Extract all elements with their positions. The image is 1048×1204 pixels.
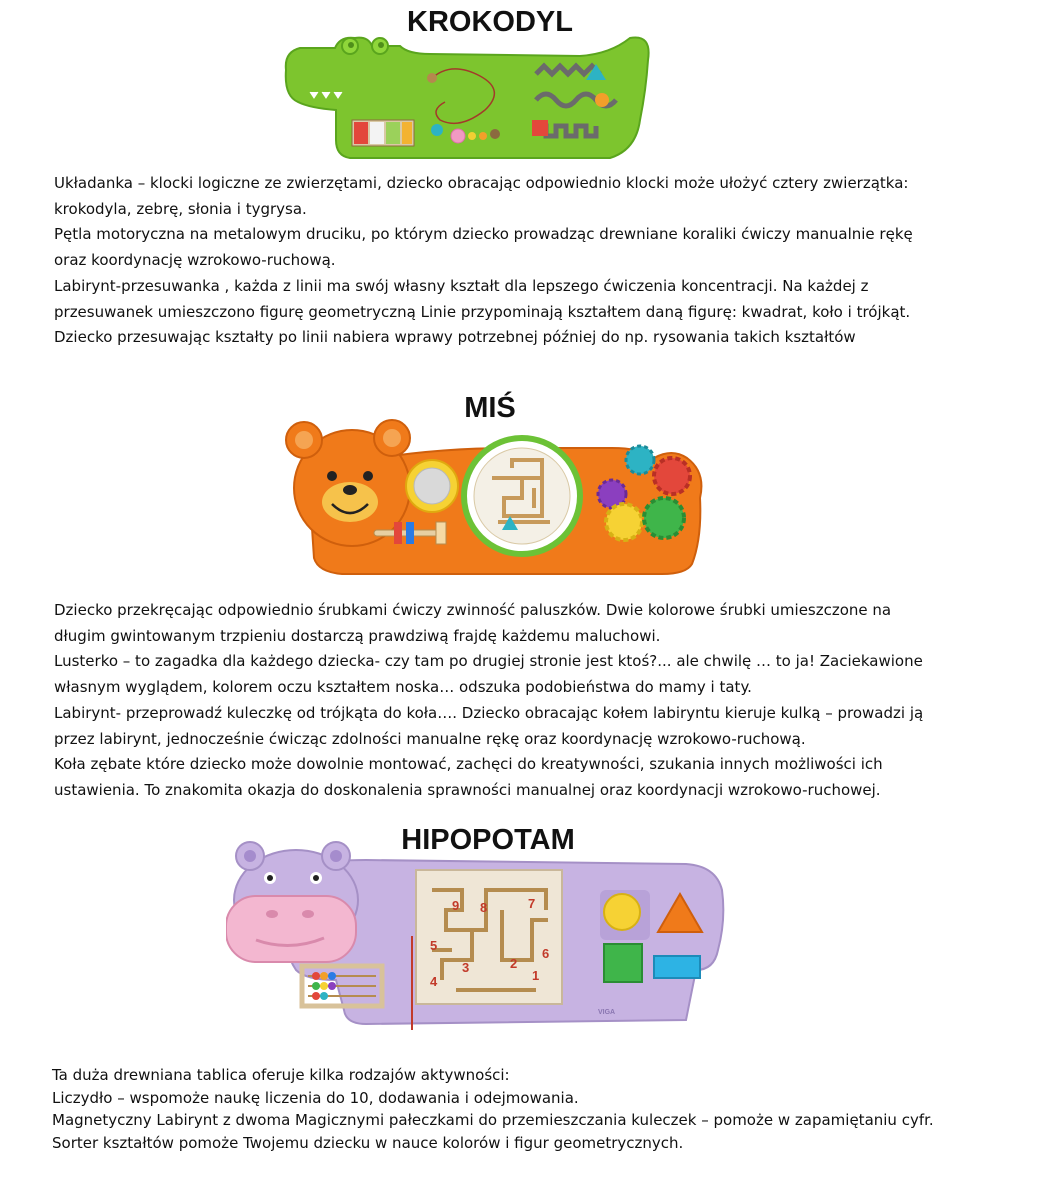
section-title-krokodyl: KROKODYL <box>407 6 573 38</box>
maze-number: 5 <box>430 938 438 953</box>
rectangle-shape <box>654 956 700 978</box>
hippo-snout <box>226 896 356 962</box>
text-line: Magnetyczny Labirynt z dwoma Magicznymi pałeczkami do przemieszczania kuleczek – pomoże w zapamiętaniu cyfr. <box>52 1111 934 1129</box>
circle-shape <box>604 894 640 930</box>
section-title-hipopotam: HIPOPOTAM <box>401 824 575 856</box>
maze-number: 3 <box>462 960 470 975</box>
gear <box>644 498 684 538</box>
maze-number: 2 <box>510 956 518 971</box>
text-line: Labirynt- przeprowadź kuleczkę od trójkąta do koła…. Dziecko obracając kołem labiryntu kieruje kulką – prowadzi ją <box>54 703 924 722</box>
mis-description <box>54 598 954 804</box>
maze-number: 9 <box>452 898 460 913</box>
text-line: Sorter kształtów pomoże Twojemu dziecku w nauce kolorów i figur geometrycznych. <box>52 1133 684 1152</box>
brand-logo: VIGA <box>598 1009 616 1016</box>
text-line: przez labirynt, jednocześnie ćwicząc zdolności manualne rękę oraz koordynację wzrokowo-ruchową. <box>54 729 806 748</box>
bear-board-image <box>282 418 714 578</box>
text-line: własnym wyglądem, kolorem oczu kształtem noska… odszuka podobieństwa do mamy i taty. <box>54 678 752 697</box>
text-line: oraz koordynację wzrokowo-ruchową. <box>54 251 336 270</box>
text-line: Liczydło – wspomoże naukę liczenia do 10, dodawania i odejmowania. <box>52 1088 579 1107</box>
text-line: krokodyla, zebrę, słonia i tygrysa. <box>54 199 307 218</box>
text-line: Ta duża drewniana tablica oferuje kilka rodzajów aktywności: <box>52 1066 510 1084</box>
text-line: Koła zębate które dziecko może dowolnie montować, zachęci do kreatywności, szukania innych możliwości ich <box>54 755 883 774</box>
krokodyl-description <box>54 171 954 351</box>
maze-number: 8 <box>480 900 488 915</box>
text-line: Labirynt-przesuwanka , każda z linii ma swój własny kształt dla lepszego ćwiczenia koncentracji. Na każdej z <box>54 276 869 295</box>
maze-number: 7 <box>528 896 536 911</box>
maze-number: 6 <box>542 946 550 961</box>
maze-number: 4 <box>430 974 438 989</box>
text-line: Lusterko – to zagadka dla każdego dziecka- czy tam po drugiej stronie jest ktoś?... ale chwilę … to ja! Zaciekawione <box>54 652 923 671</box>
text-line: Pętla motoryczna na metalowym druciku, po którym dziecko prowadząc drewniane koraliki ćwiczy manualnie rękę <box>54 225 913 244</box>
text-line: ustawienia. To znakomita okazja do doskonalenia sprawności manualnej oraz koordynacji wzrokowo-ruchowej. <box>54 780 881 799</box>
text-line: Dziecko przesuwając kształty po linii nabiera wprawy potrzebnej później do np. rysowania takich kształtów <box>54 328 856 347</box>
gear <box>654 458 690 494</box>
section-title-mis: MIŚ <box>464 392 516 424</box>
text-line: długim gwintowanym trzpieniu dostarczą prawdziwą frajdę każdemu maluchowi. <box>54 626 661 645</box>
crocodile-board-image <box>280 30 660 162</box>
hipopotam-description <box>52 1064 952 1154</box>
text-line: Dziecko przekręcając odpowiednio śrubkami ćwiczy zwinność paluszków. Dwie kolorowe śrubki umieszczone na <box>54 601 892 619</box>
gear <box>606 504 642 540</box>
hippo-board-image <box>226 840 732 1030</box>
text-line: przesuwanek umieszczono figurę geometryczną Linie przypominają kształtem daną figurę: kwadrat, koło i trójkąt. <box>54 302 911 321</box>
square-shape <box>604 944 642 982</box>
text-line: Układanka – klocki logiczne ze zwierzętami, dziecko obracając odpowiednio klocki może ułożyć cztery zwierzątka: <box>54 174 909 192</box>
maze-number: 1 <box>532 968 540 983</box>
gear <box>626 446 654 474</box>
